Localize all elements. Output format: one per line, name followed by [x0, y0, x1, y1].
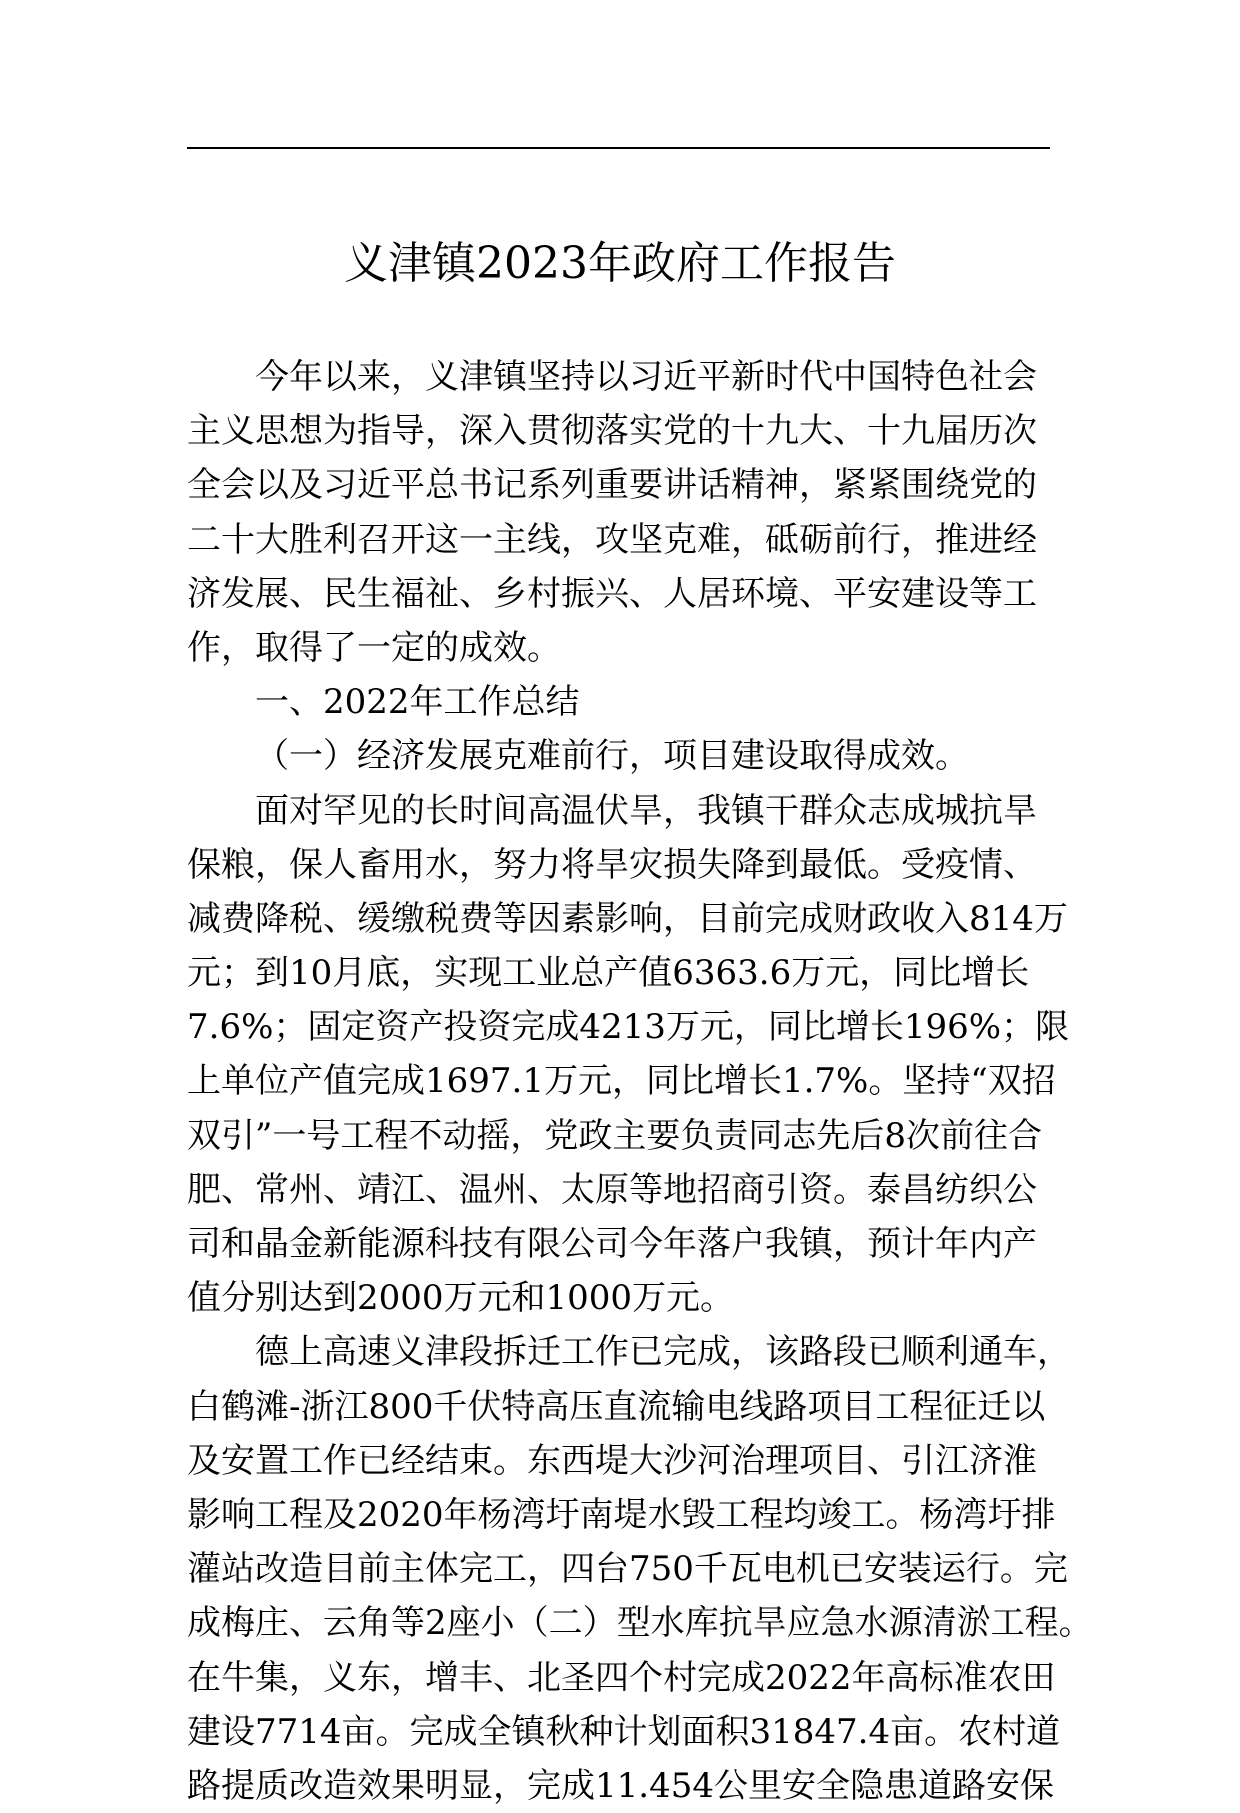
- document-body: [187, 350, 1093, 1813]
- body-line: 一、2022年工作总结: [255, 682, 580, 723]
- body-line: 路提质改造效果明显，完成11.454公里安全隐患道路安保: [187, 1765, 1054, 1806]
- header-rule: [187, 147, 1050, 149]
- body-line: 保粮，保人畜用水，努力将旱灾损失降到最低。受疫情、: [187, 844, 1037, 885]
- body-line: 元；到10月底，实现工业总产值6363.6万元，同比增长: [187, 953, 1030, 994]
- body-line: 在牛集，义东，增丰、北圣四个村完成2022年高标准农田: [187, 1657, 1056, 1698]
- body-line: 影响工程及2020年杨湾圩南堤水毁工程均竣工。杨湾圩排: [187, 1494, 1056, 1535]
- body-line: 值分别达到2000万元和1000万元。: [187, 1278, 735, 1319]
- body-line: 建设7714亩。完成全镇秋种计划面积31847.4亩。农村道: [187, 1711, 1061, 1752]
- body-line: （一）经济发展克难前行，项目建设取得成效。: [255, 736, 969, 777]
- body-line: 及安置工作已经结束。东西堤大沙河治理项目、引江济淮: [187, 1440, 1037, 1481]
- body-line: 7.6%；固定资产投资完成4213万元，同比增长196%；限: [187, 1007, 1070, 1048]
- body-line: 成梅庄、云角等2座小（二）型水库抗旱应急水源清淤工程。: [187, 1603, 1093, 1644]
- document-title: 义津镇2023年政府工作报告: [344, 238, 896, 289]
- body-line: 灌站改造目前主体完工，四台750千瓦电机已安装运行。完: [187, 1549, 1068, 1590]
- body-line: 济发展、民生福祉、乡村振兴、人居环境、平安建设等工: [187, 573, 1037, 614]
- body-line: 作，取得了一定的成效。: [187, 627, 561, 668]
- body-line: 全会以及习近平总书记系列重要讲话精神，紧紧围绕党的: [187, 465, 1037, 506]
- body-line: 司和晶金新能源科技有限公司今年落户我镇，预计年内产: [187, 1224, 1037, 1264]
- body-line: 二十大胜利召开这一主线，攻坚克难，砥砺前行，推进经: [187, 519, 1037, 560]
- body-line: 双引”一号工程不动摇，党政主要负责同志先后8次前往合: [187, 1115, 1043, 1156]
- body-line: 减费降税、缓缴税费等因素影响，目前完成财政收入814万: [187, 898, 1068, 939]
- body-line: 上单位产值完成1697.1万元，同比增长1.7%。坚持“双招: [187, 1061, 1056, 1102]
- body-line: 面对罕见的长时间高温伏旱，我镇干群众志成城抗旱: [255, 790, 1037, 831]
- body-line: 白鹤滩-浙江800千伏特高压直流输电线路项目工程征迁以: [187, 1386, 1046, 1427]
- body-line: 主义思想为指导，深入贯彻落实党的十九大、十九届历次: [187, 411, 1037, 452]
- body-line: 肥、常州、靖江、温州、太原等地招商引资。泰昌纺织公: [187, 1169, 1037, 1210]
- body-line: 今年以来，义津镇坚持以习近平新时代中国特色社会: [255, 357, 1037, 397]
- body-line: 德上高速义津段拆迁工作已完成，该路段已顺利通车，: [255, 1332, 1071, 1373]
